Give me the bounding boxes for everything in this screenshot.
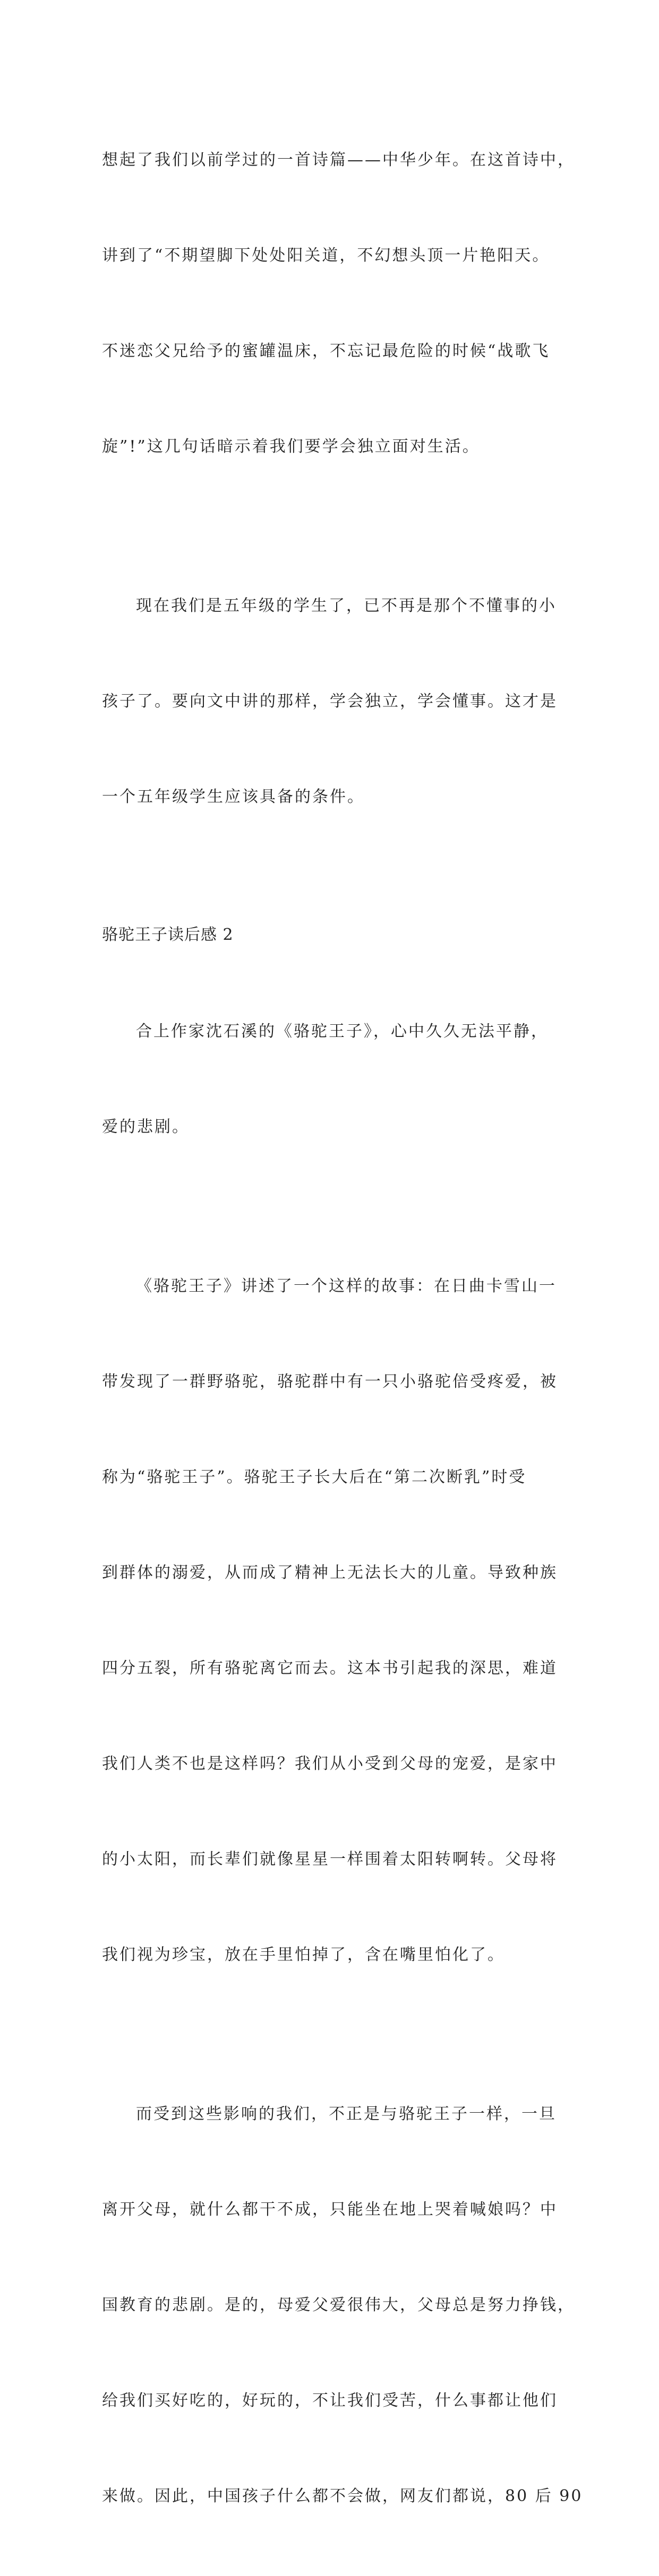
- text-line: 一个五年级学生应该具备的条件。: [102, 788, 365, 806]
- text-line: 想起了我们以前学过的一首诗篇——中华少年。在这首诗中，: [102, 151, 575, 169]
- document-body: [102, 81, 583, 2576]
- text-line: 称为“骆驼王子”。骆驼王子长大后在“第二次断乳”时受: [102, 1468, 527, 1486]
- text-line: 四分五裂，所有骆驼离它而去。这本书引起我的深思，难道: [102, 1659, 558, 1678]
- text-line: 不迷恋父兄给予的蜜罐温床，不忘记最危险的时候“战歌飞: [102, 342, 550, 360]
- paragraph-intro: [102, 952, 575, 1207]
- text-line: 旋”!”这几句话暗示着我们要学会独立面对生活。: [102, 437, 480, 456]
- paragraph-poem-reference: [102, 81, 575, 526]
- paragraph-reflection: [102, 2035, 583, 2576]
- text-line: 来做。因此，中国孩子什么都不会做，网友们都说，80 后 90: [102, 2487, 583, 2505]
- text-line: 《骆驼王子》讲述了一个这样的故事：在日曲卡雪山一: [136, 1277, 557, 1295]
- text-line: 爱的悲剧。: [102, 1118, 190, 1136]
- section-gap: [102, 877, 575, 919]
- paragraph-fifth-grade: [102, 526, 575, 877]
- text-line: 带发现了一群野骆驼，骆驼群中有一只小骆驼倍受疼爱，被: [102, 1372, 558, 1391]
- text-line: 而受到这些影响的我们，不正是与骆驼王子一样，一旦: [136, 2105, 557, 2123]
- text-line: 讲到了“不期望脚下处处阳关道，不幻想头顶一片艳阳天。: [102, 246, 550, 265]
- text-line: 国教育的悲剧。是的，母爱父爱很伟大，父母总是努力挣钱，: [102, 2296, 575, 2314]
- section-heading: 骆驼王子读后感 2: [102, 926, 234, 944]
- text-line: 的小太阳，而长辈们就像星星一样围着太阳转啊转。父母将: [102, 1850, 558, 1869]
- text-line: 孩子了。要向文中讲的那样，学会独立，学会懂事。这才是: [102, 692, 558, 711]
- text-line: 合上作家沈石溪的《骆驼王子》，心中久久无法平静，: [136, 1022, 549, 1041]
- text-line: 现在我们是五年级的学生了，已不再是那个不懂事的小: [136, 597, 557, 615]
- paragraph-story-summary: [102, 1207, 575, 2035]
- text-line: 我们人类不也是这样吗？我们从小受到父母的宠爱，是家中: [102, 1754, 558, 1773]
- text-line: 离开父母，就什么都干不成，只能坐在地上哭着喊娘吗？中: [102, 2200, 558, 2219]
- text-line: 给我们买好吃的，好玩的，不让我们受苦，什么事都让他们: [102, 2391, 558, 2410]
- text-line: 到群体的溺爱，从而成了精神上无法长大的儿童。导致种族: [102, 1563, 558, 1582]
- text-line: 我们视为珍宝，放在手里怕掉了，含在嘴里怕化了。: [102, 1946, 505, 1964]
